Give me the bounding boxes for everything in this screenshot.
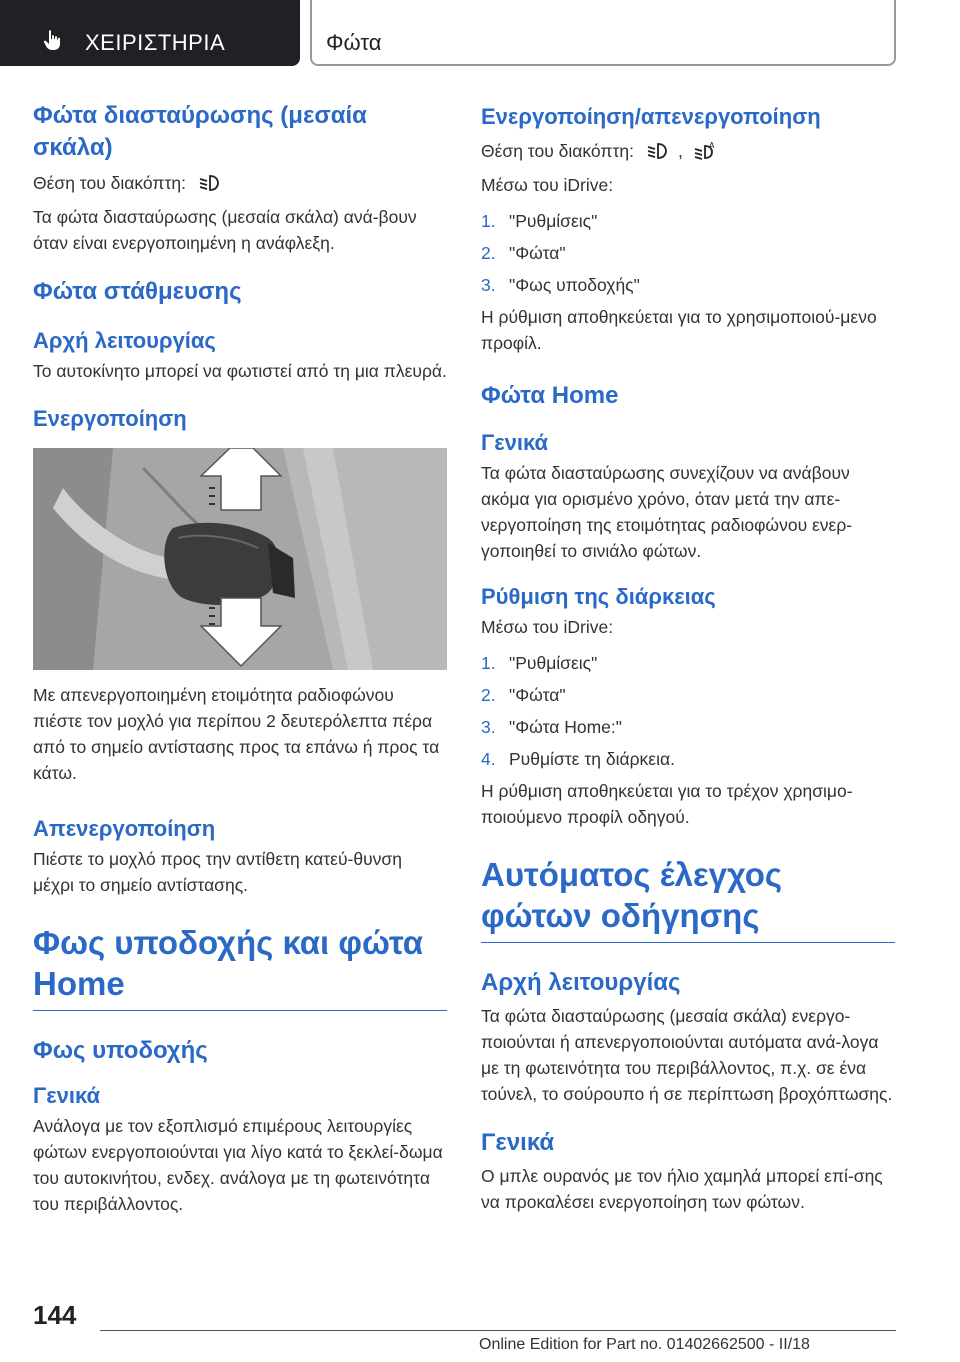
switch-position-label-2: Θέση του διακόπτη: [481, 141, 634, 161]
list-item: 1. "Ρυθμίσεις" [481, 653, 598, 673]
deactivation-text: Πιέστε το μοχλό προς την αντίθετη κατεύ-θυνση μέχρι το σημείο αντίστασης. [33, 849, 402, 895]
comma-separator: , [678, 141, 683, 161]
steps-list-1 [481, 208, 895, 298]
steps-list-2 [481, 650, 895, 772]
heading-on-off: Ενεργοποίηση/απενεργοποίηση [481, 104, 821, 129]
footer-divider [100, 1330, 896, 1331]
heading-auto-lights: Αυτόματος έλεγχος φώτων οδήγησης [481, 854, 895, 943]
list-item: 4. Ρυθμίστε τη διάρκεια. [481, 749, 675, 769]
left-column [33, 100, 447, 1217]
saved-driver-text: Η ρύθμιση αποθηκεύεται για το τρέχον χρησιμο-ποιούμενο προφίλ οδηγού. [481, 781, 853, 827]
auto-lights-icon [693, 141, 717, 161]
switch-position-line-2 [481, 138, 895, 164]
low-beam-text: Τα φώτα διασταύρωσης (μεσαία σκάλα) ανά-βουν όταν είναι ενεργοποιημένη η ανάφλεξη. [33, 207, 417, 253]
heading-principle-2: Αρχή λειτουργίας [481, 969, 681, 996]
home-text: Τα φώτα διασταύρωσης συνεχίζουν να ανάβουν ακόμα για ορισμένο χρόνο, όταν μετά την απε-νεργοποίηση της ετοιμότητας ραδιοφώνου ενερ-γοποιηθεί το σινιάλο φώτων. [481, 463, 853, 561]
heading-duration: Ρύθμιση της διάρκειας [481, 584, 716, 609]
heading-deactivation: Απενεργοποίηση [33, 816, 216, 841]
heading-welcome-light: Φως υποδοχής [33, 1037, 208, 1064]
page-header [0, 0, 960, 66]
low-beam-icon [646, 141, 668, 161]
principle-text: Το αυτοκίνητο μπορεί να φωτιστεί από τη μια πλευρά. [33, 361, 447, 381]
section-tab[interactable] [310, 0, 896, 66]
heading-home-lights: Φώτα Home [481, 382, 619, 409]
general2-text: Ο μπλε ουρανός με τον ήλιο χαμηλά μπορεί επί-σης να προκαλέσει ενεργοποίηση των φώτων. [481, 1166, 883, 1212]
lever-illustration [33, 448, 447, 670]
switch-position-line [33, 170, 447, 196]
low-beam-icon [198, 173, 220, 193]
via-idrive-2: Μέσω του iDrive: [481, 617, 614, 637]
heading-welcome-home: Φως υποδοχής και φώτα Home [33, 922, 447, 1011]
section-tab-label: Φώτα [326, 30, 382, 55]
heading-parking-lights: Φώτα στάθμευσης [33, 278, 242, 305]
steering-lever-image [33, 448, 447, 670]
right-column [481, 100, 895, 1215]
switch-position-label: Θέση του διακόπτη: [33, 173, 186, 193]
heading-principle: Αρχή λειτουργίας [33, 328, 216, 353]
heading-general-2: Γενικά [481, 430, 549, 455]
heading-activation: Ενεργοποίηση [33, 406, 187, 431]
page-number: 144 [33, 1300, 77, 1330]
saved-profile-text: Η ρύθμιση αποθηκεύεται για το χρησιμοποιού-μενο προφίλ. [481, 307, 877, 353]
general-text: Ανάλογα με τον εξοπλισμό επιμέρους λειτουργίες φώτων ενεργοποιούνται για λίγο κατά το ξεκλεί-δωμα του αυτοκινήτου, ενδεχ. ανάλογα με τη φωτεινότητα του περιβάλλοντος. [33, 1116, 443, 1214]
list-item: 3. "Φώτα Home:" [481, 717, 622, 737]
svg-text:A: A [708, 141, 715, 150]
heading-general: Γενικά [33, 1083, 101, 1108]
via-idrive-1: Μέσω του iDrive: [481, 175, 614, 195]
heading-low-beam: Φώτα διασταύρωσης (μεσαία σκάλα) [33, 102, 367, 161]
manual-tab-label: ΧΕΙΡΙΣΤΗΡΙΑ [85, 30, 226, 55]
list-item: 1. "Ρυθμίσεις" [481, 211, 598, 231]
activation-text: Με απενεργοποιημένη ετοιμότητα ραδιοφώνου πιέστε τον μοχλό για περίπου 2 δευτερόλεπτα πέρα από το σημείο αντίστασης προς τα επάνω ή προς τα κάτω. [33, 685, 440, 783]
list-item: 3. "Φως υποδοχής" [481, 275, 640, 295]
auto-text: Τα φώτα διασταύρωσης (μεσαία σκάλα) ενεργο-ποιούνται ή απενεργοποιούνται αυτόματα ανά-λογα με τη φωτεινότητα του περιβάλλοντος, π.χ. σε ένα τούνελ, το σούρουπο ή σε περίπτωση βροχόπτωσης. [481, 1006, 893, 1104]
manual-tab[interactable] [0, 0, 300, 66]
edition-text: Online Edition for Part no. 01402662500 - II/18 [479, 1336, 810, 1353]
hand-pointer-icon [42, 29, 64, 51]
heading-general-3: Γενικά [481, 1129, 555, 1156]
list-item: 2. "Φώτα" [481, 243, 566, 263]
list-item: 2. "Φώτα" [481, 685, 566, 705]
